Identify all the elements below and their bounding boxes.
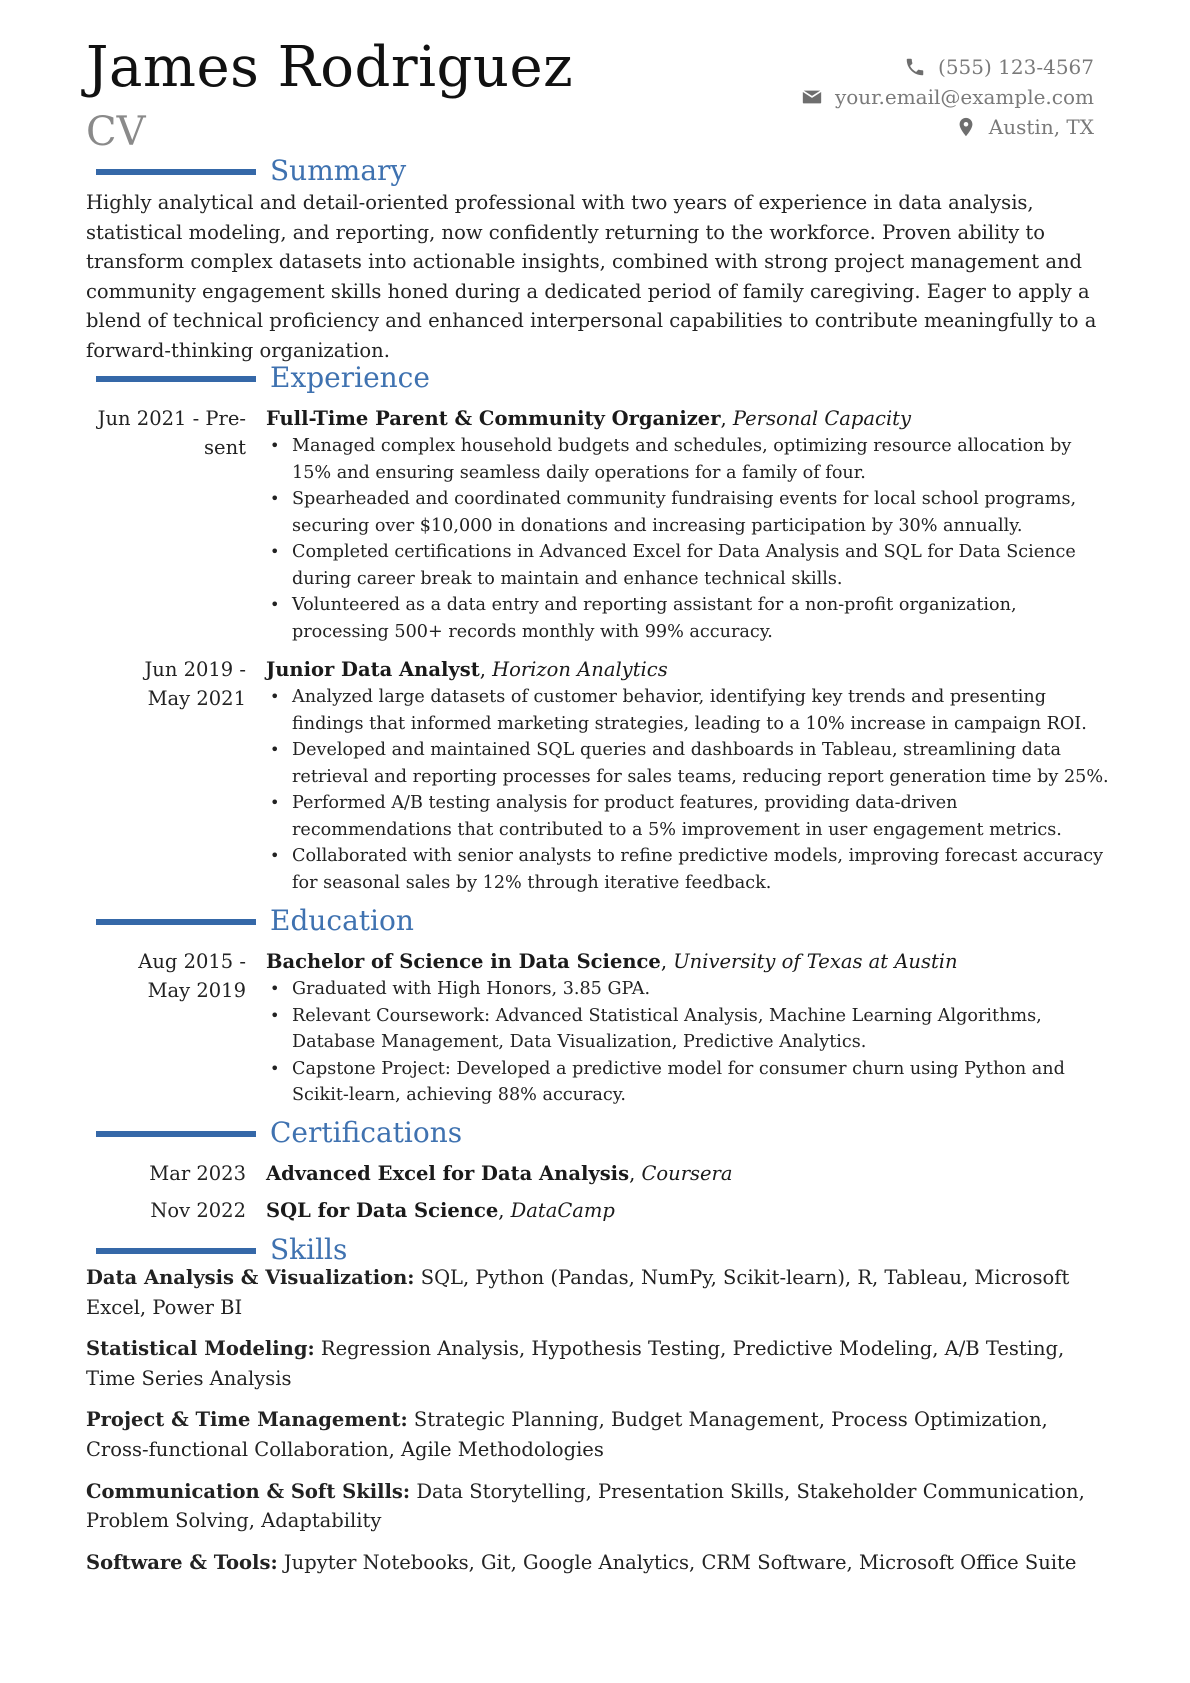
email-text: your.email@example.com <box>834 85 1094 109</box>
experience-heading <box>96 361 430 394</box>
experience-entry <box>86 655 1116 896</box>
entry-body <box>266 1196 1116 1225</box>
skills-list <box>86 1263 1116 1589</box>
role-title: Junior Data Analyst <box>266 658 480 681</box>
skill-category: Statistical Modeling: <box>86 1337 315 1361</box>
phone-icon <box>904 56 926 78</box>
entry-date: Nov 2022 <box>150 1199 246 1222</box>
bullet-item: • Collaborated with senior analysts to refine predictive models, improving forecast accuracy for seasonal sales by 12% through iterative feedback. <box>266 843 1116 896</box>
entry-date <box>86 404 246 645</box>
bullet-item: • Spearheaded and coordinated community fundraising events for local school programs, securing over $10,000 in donations and increasing participation by 30% annually. <box>266 486 1116 539</box>
experience-entry <box>86 404 1116 645</box>
section-accent-bar <box>96 169 256 175</box>
skill-values: Data Storytelling, Presentation Skills, Stakeholder Communication, Problem Solving, Adaptability <box>86 1479 1085 1533</box>
certification-entry <box>86 1196 1116 1225</box>
date-line: May 2019 <box>147 979 246 1002</box>
skill-row <box>86 1334 1116 1393</box>
candidate-name: James Rodriguez <box>86 35 574 100</box>
entry-body <box>266 655 1116 896</box>
organization: Horizon Analytics <box>492 658 668 681</box>
skill-row <box>86 1263 1116 1322</box>
skill-row <box>86 1477 1116 1536</box>
summary-text: Highly analytical and detail-oriented professional with two years of experience in data analysis, statistical modeling, and reporting, now confidently returning to the workforce. Proven ability to transform complex datasets into actionable insights, combined with strong project management and community engagement skills honed during a dedicated period of family caregiving. Eager to apply a blend of technical proficiency and enhanced interpersonal capabilities to contribute meaningfully to a forward-thinking organization. <box>86 191 1097 362</box>
certification-name: SQL for Data Science <box>266 1199 499 1222</box>
section-title: Education <box>270 904 414 937</box>
school-name: University of Texas at Austin <box>673 950 958 973</box>
skills-heading <box>96 1233 348 1266</box>
skill-category: Communication & Soft Skills: <box>86 1479 411 1503</box>
skill-row <box>86 1405 1116 1464</box>
role-title: Full-Time Parent & Community Organizer <box>266 407 721 430</box>
contact-block <box>801 52 1094 142</box>
degree-title: Bachelor of Science in Data Science <box>266 950 661 973</box>
bullet-item: • Volunteered as a data entry and reporting assistant for a non-profit organization, processing 500+ records monthly with 99% accuracy. <box>266 592 1116 645</box>
map-pin-icon <box>955 116 977 138</box>
entry-title: Advanced Excel for Data Analysis, Coursera <box>266 1162 733 1185</box>
certification-issuer: DataCamp <box>510 1199 615 1222</box>
skill-values: Strategic Planning, Budget Management, Process Optimization, Cross-functional Collaboration, Agile Methodologies <box>86 1408 1048 1461</box>
entry-title: Bachelor of Science in Data Science, University of Texas at Austin <box>266 950 958 973</box>
skill-category: Data Analysis & Visualization: <box>86 1266 415 1289</box>
entry-date: Mar 2023 <box>149 1162 246 1185</box>
certification-name: Advanced Excel for Data Analysis <box>266 1162 630 1185</box>
entry-date <box>86 947 246 1109</box>
skill-values: SQL, Python (Pandas, NumPy, Scikit-learn), R, Tableau, Microsoft Excel, Power BI <box>86 1266 1070 1319</box>
organization: Personal Capacity <box>732 407 912 430</box>
envelope-icon <box>801 86 823 108</box>
bullet-list <box>266 684 1116 896</box>
section-title: Summary <box>270 154 407 187</box>
contact-phone[interactable] <box>801 52 1094 82</box>
education-entry <box>86 947 1116 1109</box>
skill-row <box>86 1548 1116 1578</box>
bullet-item: • Performed A/B testing analysis for product features, providing data-driven recommendations that contributed to a 5% improvement in user engagement metrics. <box>266 790 1116 843</box>
summary-heading <box>96 154 407 187</box>
entry-title: SQL for Data Science, DataCamp <box>266 1199 615 1222</box>
date-line: May 2021 <box>147 687 246 710</box>
date-line: Jun 2021 - Pre- <box>97 407 246 430</box>
certifications-heading <box>96 1116 463 1149</box>
entry-body <box>266 1159 1116 1188</box>
education-heading <box>96 904 414 937</box>
skill-category: Project & Time Management: <box>86 1408 408 1432</box>
section-accent-bar <box>96 1131 256 1137</box>
skill-values: Jupyter Notebooks, Git, Google Analytics, CRM Software, Microsoft Office Suite <box>277 1550 1077 1574</box>
entry-body <box>266 947 1116 1109</box>
bullet-item: • Developed and maintained SQL queries and dashboards in Tableau, streamlining data retrieval and reporting processes for sales teams, reducing report generation time by 25%. <box>266 737 1116 790</box>
certification-issuer: Coursera <box>641 1162 733 1185</box>
date-line: Jun 2019 - <box>144 658 246 681</box>
section-title: Experience <box>270 361 430 394</box>
bullet-item: • Graduated with High Honors, 3.85 GPA. <box>266 976 1116 1003</box>
skill-values: Regression Analysis, Hypothesis Testing, Predictive Modeling, A/B Testing, Time Series Analysis <box>86 1337 1065 1390</box>
bullet-item: • Capstone Project: Developed a predictive model for consumer churn using Python and Scikit-learn, achieving 88% accuracy. <box>266 1056 1116 1109</box>
entry-title: Junior Data Analyst, Horizon Analytics <box>266 658 668 681</box>
bullet-item: • Completed certifications in Advanced Excel for Data Analysis and SQL for Data Science during career break to maintain and enhance technical skills. <box>266 539 1116 592</box>
document-subtitle: CV <box>86 109 146 155</box>
section-accent-bar <box>96 376 256 382</box>
section-title: Skills <box>270 1233 348 1266</box>
bullet-item: • Managed complex household budgets and schedules, optimizing resource allocation by 15% and ensuring seamless daily operations for a family of four. <box>266 433 1116 486</box>
entry-body <box>266 404 1116 645</box>
section-accent-bar <box>96 1248 256 1254</box>
location-text: Austin, TX <box>988 115 1094 139</box>
section-title: Certifications <box>270 1116 463 1149</box>
contact-email[interactable] <box>801 82 1094 112</box>
bullet-item: • Analyzed large datasets of customer behavior, identifying key trends and presenting findings that informed marketing strategies, leading to a 10% increase in campaign ROI. <box>266 684 1116 737</box>
entry-date <box>86 655 246 896</box>
skill-category: Software & Tools: <box>86 1550 278 1574</box>
date-line: sent <box>204 436 246 459</box>
bullet-list <box>266 976 1116 1109</box>
contact-location <box>801 112 1094 142</box>
phone-text: (555) 123-4567 <box>938 55 1094 79</box>
certification-entry <box>86 1159 1116 1188</box>
entry-title: Full-Time Parent & Community Organizer, Personal Capacity <box>266 407 912 430</box>
bullet-list <box>266 433 1116 645</box>
date-line: Aug 2015 - <box>138 950 246 973</box>
bullet-item: • Relevant Coursework: Advanced Statistical Analysis, Machine Learning Algorithms, Database Management, Data Visualization, Predictive Analytics. <box>266 1003 1116 1056</box>
section-accent-bar <box>96 919 256 925</box>
